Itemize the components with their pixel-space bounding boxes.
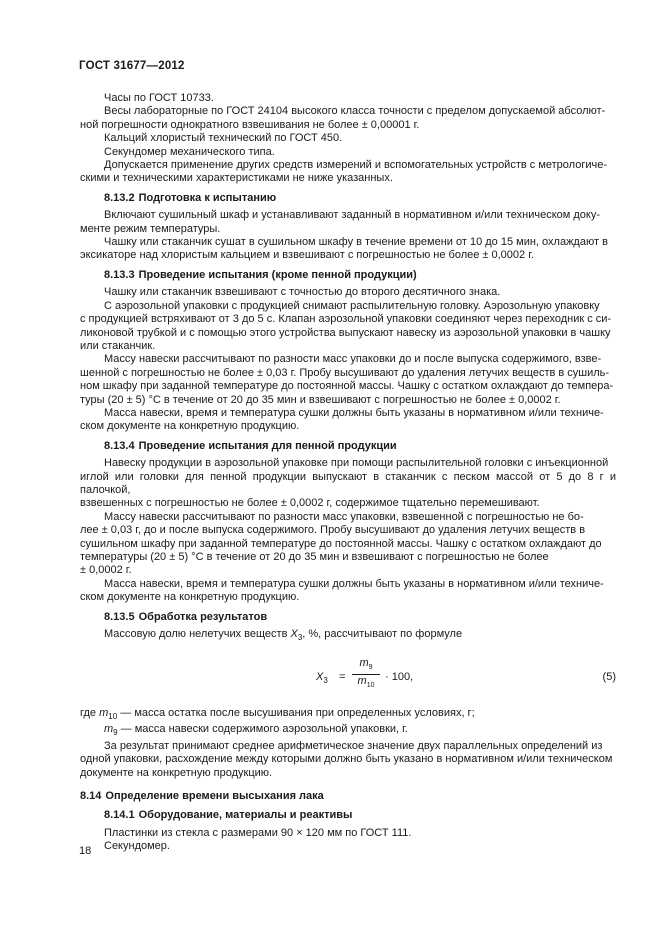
where-line (104, 723, 616, 740)
paragraph-continued: или стаканчик. (80, 339, 156, 352)
section-heading (80, 790, 616, 803)
section-heading (104, 269, 616, 282)
formula (104, 651, 616, 703)
section-title: Проведение испытания для пенной продукции (138, 439, 397, 452)
paragraph (104, 92, 616, 105)
formula-equals: = (339, 670, 346, 683)
paragraph: Пластинки из стекла с размерами 90 × 120 мм по ГОСТ 111. (104, 826, 412, 839)
paragraph (104, 628, 616, 645)
symbol: m (104, 723, 114, 736)
paragraph-continued: ной погрешности однократного взвешивания не более ± 0,00001 г. (80, 118, 420, 131)
subscript: 9 (113, 728, 118, 738)
subscript: 3 (323, 675, 328, 685)
symbol: X (290, 628, 298, 641)
paragraph: За результат принимают среднее арифметическое значение двух параллельных определений из (104, 739, 603, 752)
section-number: 8.13.5 (104, 610, 135, 623)
formula-multiplier: · 100, (385, 670, 414, 683)
section-title: Подготовка к испытанию (138, 191, 277, 204)
paragraph-continued: лее ± 0,03 г, до и после выпуска содержимого. Пробу высушивают до удаления летучих веществ в (80, 524, 586, 537)
paragraph-continued: документе на конкретную продукцию. (80, 766, 273, 779)
section-number: 8.13.4 (104, 439, 135, 452)
paragraph-continued: ± 0,0002 г. (80, 564, 132, 577)
running-header: ГОСТ 31677—2012 (79, 60, 185, 72)
numerator (352, 657, 380, 675)
paragraph-continued: ском документе на конкретную продукцию. (80, 420, 300, 433)
section-heading (104, 809, 616, 822)
section-title: Обработка результатов (138, 610, 268, 623)
text: Весы лабораторные по ГОСТ 24104 высокого класса точности с пределом допускаемой абсолют- (104, 105, 606, 118)
text: — масса навески содержимого аэрозольной упаковки, г. (117, 723, 408, 736)
paragraph: Массу навески рассчитывают по разности масс упаковки до и после выпуска содержимого, взве- (104, 353, 602, 366)
section-title: Определение времени высыхания лака (105, 790, 324, 803)
formula-fraction (352, 657, 380, 693)
subscript: 10 (108, 711, 118, 721)
paragraph-continued: менте режим температуры. (80, 222, 221, 235)
paragraph-continued: эксикаторе над хлористым кальцием и взвешивают с погрешностью не более ± 0,0002 г. (80, 249, 534, 262)
denominator (352, 674, 380, 693)
symbol: X (316, 670, 324, 683)
symbol: m (357, 675, 367, 688)
text: , %, рассчитывают по формуле (302, 628, 463, 641)
paragraph: Чашку или стаканчик сушат в сушильном шкафу в течение времени от 10 до 15 мин, охлаждают в (104, 236, 608, 249)
paragraph-continued: иглой или головки для пенной продукции выпускают в стаканчик с песком массой от 5 до 8 г и палочкой, (80, 470, 616, 496)
paragraph-continued: температуры (20 ± 5) °С в течение от 20 до 35 мин и взвешивают с погрешностью не более (80, 551, 549, 563)
where-line (80, 707, 616, 724)
paragraph (104, 105, 616, 118)
paragraph-continued: ликоновой трубкой и с помощью этого устройства выпускают навеску из аэрозольной упаковки в чашку (80, 326, 611, 339)
paragraph-continued: ном шкафу при заданной температуре до постоянной массы. Чашку с остатком охлаждают до темпера- (80, 380, 614, 393)
paragraph-continued: сушильном шкафу при заданной температуре до постоянной массы. Чашку с остатком охлаждают до (80, 537, 602, 550)
section-heading (104, 611, 616, 624)
symbol: m (99, 706, 109, 719)
paragraph: Секундомер механического типа. (104, 145, 275, 158)
paragraph: Кальций хлористый технический по ГОСТ 450. (104, 132, 343, 145)
section-number: 8.14 (80, 790, 102, 803)
paragraph: Секундомер. (104, 840, 170, 853)
section-number: 8.13.2 (104, 191, 135, 204)
text: Часы по ГОСТ 10733. (104, 92, 214, 104)
subscript: 3 (297, 633, 303, 643)
text: где (80, 706, 100, 719)
paragraph-continued: взвешенных с погрешностью не более ± 0,0002 г, содержимое тщательно перемешивают. (80, 497, 540, 510)
paragraph-continued: с продукцией встряхивают от 3 до 5 с. Клапан аэрозольной упаковки соединяют через переходник с си- (80, 313, 612, 326)
paragraph: Массу навески рассчитывают по разности масс упаковки, взвешенной с погрешностью не бо- (104, 510, 584, 523)
page-number: 18 (79, 845, 92, 857)
subscript: 10 (366, 682, 375, 690)
section-title: Проведение испытания (кроме пенной продукции) (138, 268, 417, 281)
paragraph-continued: одной упаковки, расхождение между которыми должно быть указано в нормативном и/или техническом (80, 753, 613, 766)
section-number: 8.14.1 (104, 809, 135, 822)
section-title: Оборудование, материалы и реактивы (138, 809, 353, 822)
paragraph-continued: скими и техническими характеристиками не ниже указанных. (80, 172, 393, 185)
formula-lhs (316, 671, 328, 688)
paragraph-continued: ском документе на конкретную продукцию. (80, 591, 300, 604)
formula-number: (5) (602, 670, 616, 683)
paragraph-continued: туры (20 ± 5) °С в течение от 20 до 35 мин и взвешивают с погрешностью не более ± 0,0002 г. (80, 393, 561, 406)
paragraph: Масса навески, время и температура сушки должны быть указаны в нормативном и/или техниче- (104, 406, 604, 419)
section-heading (104, 440, 616, 453)
text: Массовую долю нелетучих веществ (104, 628, 291, 641)
text: — масса остатка после высушивания при определенных условиях, г; (117, 706, 475, 719)
paragraph: Навеску продукции в аэрозольной упаковке при помощи распылительной головки с инъекционной (104, 457, 609, 470)
section-number: 8.13.3 (104, 268, 135, 281)
symbol: m (359, 656, 369, 669)
paragraph: Масса навески, время и температура сушки должны быть указаны в нормативном и/или техниче- (104, 577, 604, 590)
subscript: 9 (368, 663, 373, 671)
paragraph: Допускается применение других средств измерений и вспомогательных устройств с метрологиче- (104, 159, 607, 172)
section-heading (104, 192, 616, 205)
paragraph-continued: шенной с погрешностью не более ± 0,03 г. Пробу высушивают до удаления летучих веществ в сушиль- (80, 366, 610, 379)
paragraph: С аэрозольной упаковки с продукцией снимают распылительную головку. Аэрозольную упаковку (104, 299, 600, 312)
paragraph: Чашку или стаканчик взвешивают с точностью до второго десятичного знака. (104, 286, 501, 299)
paragraph: Включают сушильный шкаф и устанавливают заданный в нормативном и/или техническом доку- (104, 209, 601, 222)
